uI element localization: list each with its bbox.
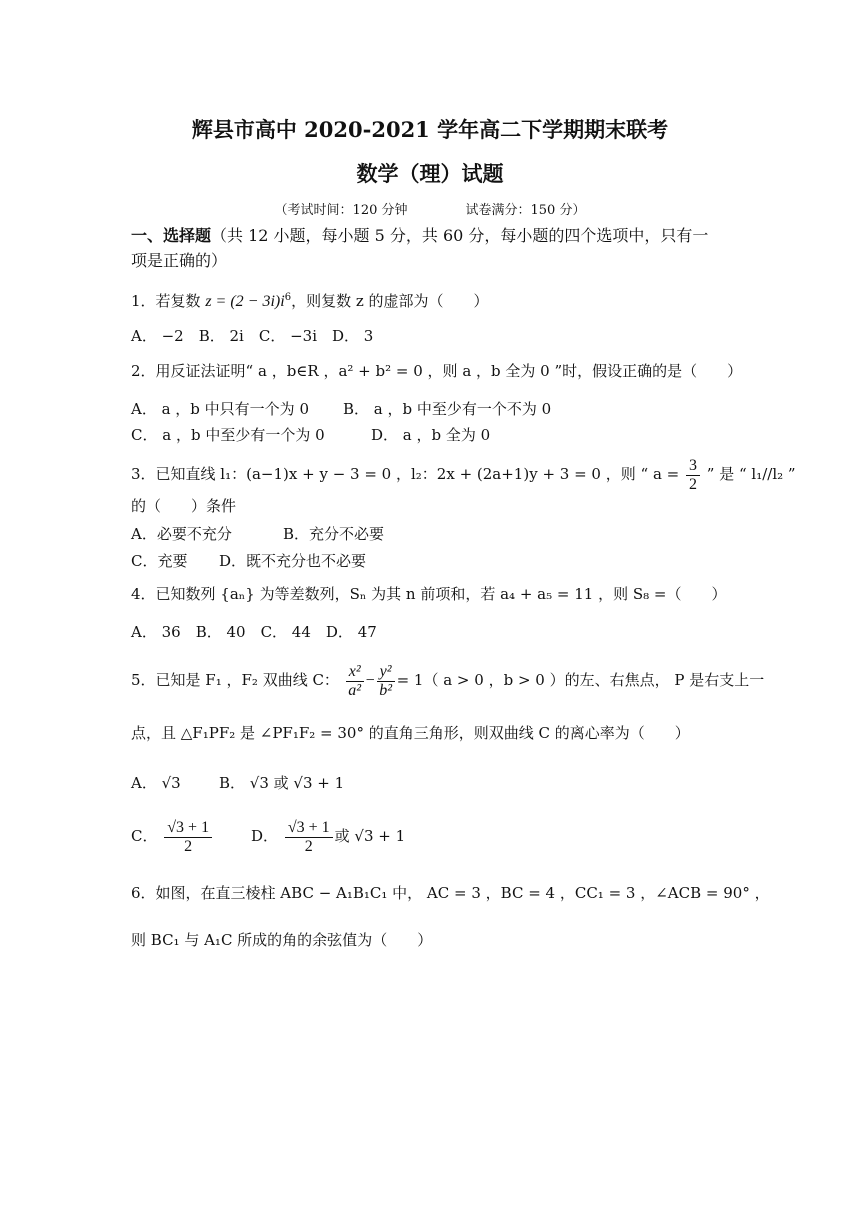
q4-options: A． 36 B． 40 C． 44 D． 47 [131, 623, 377, 641]
q5-f2-num: y² [377, 663, 395, 682]
q3-frac-den: 2 [689, 475, 698, 493]
q2-option-d: D． a ，b 全为 0 [371, 426, 491, 444]
section-heading: 一、选择题 [131, 226, 212, 245]
page-title: 辉县市高中 2020-2021 学年高二下学期期末联考 [191, 117, 669, 142]
q3-option-c: C．充要 [131, 552, 188, 570]
q3-option-a: A．必要不充分 [131, 525, 232, 543]
q1-expr: z = (2 − 3i)i [205, 293, 285, 310]
q5-text-b: = 1（ a > 0 ，b > 0 ）的左、右焦点， P 是右支上一 [396, 671, 765, 689]
q5-option-d-den: 2 [304, 837, 313, 855]
question-3 [131, 452, 796, 496]
q2-option-b: B． a ，b 中至少有一个不为 0 [343, 400, 552, 418]
q5-option-b: B． √3 或 √3 + 1 [219, 774, 345, 792]
q2-option-c: C． a ，b 中至少有一个为 0 [131, 426, 325, 444]
q1-options: A． −2 B． 2i C． −3i D． 3 [131, 327, 374, 345]
question-4: 4．已知数列 {aₙ} 为等差数列，Sₙ 为其 n 前项和，若 a₄ + a₅ = 11 ，则 S₈ =（ ） [131, 585, 727, 603]
q5-option-d-tail: 或 √3 + 1 [334, 827, 406, 845]
q3-frac-num: 3 [686, 457, 700, 476]
q6-line2: 则 BC₁ 与 A₁C 所成的角的余弦值为（ ） [131, 931, 433, 949]
q5-f2-den: b² [379, 681, 392, 699]
q3-fraction [686, 457, 700, 494]
q5-option-d-label: D． [251, 827, 279, 845]
question-5 [131, 656, 764, 705]
exam-time: （考试时间：120 分钟 [274, 203, 408, 218]
q3-text: 3．已知直线 l₁：(a−1)x + y − 3 = 0 ，l₂：2x + (2a+1)y + 3 = 0 ，则 “ a = [131, 465, 680, 483]
question-6: 6．如图，在直三棱柱 ABC − A₁B₁C₁ 中， AC = 3 ，BC = 4 ，CC₁ = 3 ，∠ACB = 90° ， [131, 884, 770, 902]
question-1 [131, 288, 489, 312]
q5-fraction-x [346, 663, 364, 700]
q3-option-b: B．充分不必要 [283, 525, 385, 543]
q3-line2: 的（ ）条件 [131, 497, 237, 515]
exam-info [0, 199, 860, 218]
q5-option-c-den: 2 [184, 837, 193, 855]
q5-minus: − [365, 672, 375, 689]
q5-f1-num: x² [346, 663, 364, 682]
q5-option-a: A． √3 [131, 774, 181, 792]
q2-option-a: A． a ，b 中只有一个为 0 [131, 400, 309, 418]
q5-option-d-fraction [285, 819, 333, 856]
section-desc: （共 12 小题，每小题 5 分，共 60 分，每小题的四个选项中，只有一 [211, 226, 709, 245]
section-desc-cont: 项是正确的） [131, 251, 228, 270]
q5-option-d [251, 814, 405, 858]
q5-option-c-label: C． [131, 827, 158, 845]
q5-option-c [131, 814, 214, 858]
q5-fraction-y [377, 663, 395, 700]
q5-line2: 点，且 △F₁PF₂ 是 ∠PF₁F₂ = 30° 的直角三角形，则双曲线 C 的离心率为（ ） [131, 724, 690, 742]
q5-text-a: 5．已知是 F₁ ，F₂ 双曲线 C： [131, 671, 339, 689]
q3-text-tail: ” 是 “ l₁//l₂ ” [702, 465, 796, 483]
q5-option-d-num: √3 + 1 [285, 819, 333, 838]
q1-prefix: 1．若复数 [131, 292, 201, 310]
full-score: 试卷满分：150 分） [465, 203, 586, 218]
section-heading-line [131, 226, 708, 246]
q5-option-c-num: √3 + 1 [164, 819, 212, 838]
q5-option-c-fraction [164, 819, 212, 856]
q1-suffix: ，则复数 z 的虚部为（ ） [291, 292, 489, 310]
q5-f1-den: a² [348, 681, 362, 699]
q1-exp: 6 [284, 292, 292, 303]
question-2: 2．用反证法证明“ a ，b∈R ，a² + b² = 0 ，则 a ，b 全为 0 ”时，假设正确的是（ ） [131, 362, 743, 380]
page-subtitle: 数学（理）试题 [356, 161, 504, 186]
q3-option-d: D．既不充分也不必要 [219, 552, 367, 570]
